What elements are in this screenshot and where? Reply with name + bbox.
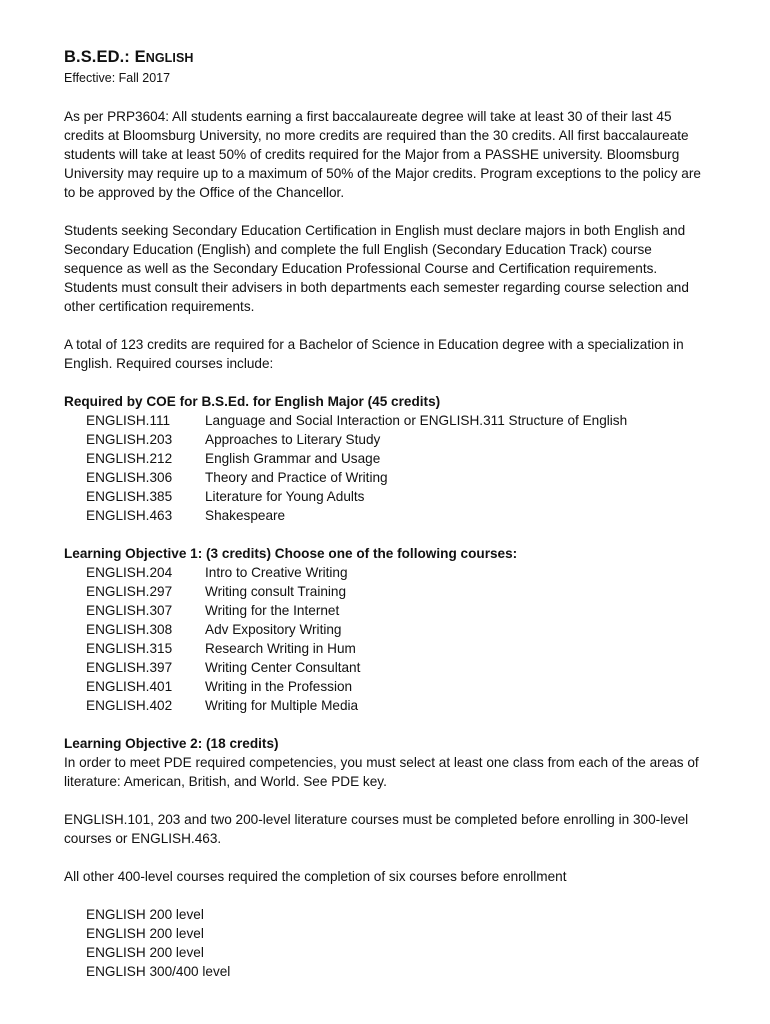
course-row — [64, 487, 714, 506]
course-row — [64, 582, 714, 601]
objective1-heading: Learning Objective 1: (3 credits) Choose one of the following courses: — [64, 546, 518, 561]
document-page — [64, 46, 714, 981]
course-row — [64, 696, 714, 715]
total-credits-paragraph: A total of 123 credits are required for a Bachelor of Science in Education degree with a specialization in English. Required courses include: — [64, 337, 684, 371]
course-name: English Grammar and Usage — [205, 451, 381, 466]
course-row — [64, 658, 714, 677]
course-code: ENGLISH.111 — [86, 413, 171, 428]
pde-paragraph: In order to meet PDE required competencies, you must select at least one class from each of the areas of literature: American, British, and World. See PDE key. — [64, 755, 699, 789]
course-row — [64, 639, 714, 658]
course-name: Writing consult Training — [205, 584, 347, 599]
policy-paragraph: As per PRP3604: All students earning a first baccalaureate degree will take at least 30 of their last 45 credits at Bloomsburg University, no more credits are required than the 30 credits. All first baccalaureate students will take at least 50% of credits required for the Major from a PASSHE university. Bloomsburg University may require up to a maximum of 50% of the Major credits. Program exceptions to the policy are to be approved by the Office of the Chancellor. — [64, 109, 701, 200]
course-row — [64, 468, 714, 487]
required-course-list — [64, 411, 714, 525]
course-name: Writing for Multiple Media — [205, 698, 359, 713]
course-row — [64, 601, 714, 620]
course-code: ENGLISH.463 — [86, 508, 173, 523]
page-title — [64, 46, 714, 69]
course-row — [64, 677, 714, 696]
course-code: ENGLISH.385 — [86, 489, 173, 504]
title-smallcaps: NGLISH — [145, 51, 194, 65]
certification-paragraph: Students seeking Secondary Education Certification in English must declare majors in both English and Secondary Education (English) and complete the full English (Secondary Education Track) course sequence as well as the Secondary Education Professional Course and Certification requirements. Students must consult their advisers in both departments each semester regarding course selection and other certification requirements. — [64, 223, 689, 314]
objective1-course-list — [64, 563, 714, 715]
title-main: B.S.ED.: E — [64, 48, 146, 66]
course-code: ENGLISH.306 — [86, 470, 173, 485]
level-item: ENGLISH 200 level — [86, 945, 204, 960]
course-code: ENGLISH.297 — [86, 584, 173, 599]
course-name: Research Writing in Hum — [205, 641, 356, 656]
course-name: Literature for Young Adults — [205, 489, 365, 504]
course-code: ENGLISH.401 — [86, 679, 173, 694]
course-name: Theory and Practice of Writing — [205, 470, 388, 485]
course-code: ENGLISH.203 — [86, 432, 173, 447]
course-row — [64, 430, 714, 449]
effective-date: Effective: Fall 2017 — [64, 71, 171, 85]
required-section-heading: Required by COE for B.S.Ed. for English Major (45 credits) — [64, 394, 441, 409]
course-code: ENGLISH.308 — [86, 622, 173, 637]
course-name: Writing for the Internet — [205, 603, 340, 618]
course-code: ENGLISH.315 — [86, 641, 173, 656]
course-row — [64, 563, 714, 582]
course-row — [64, 449, 714, 468]
course-name: Language and Social Interaction or ENGLISH.311 Structure of English — [205, 413, 628, 428]
level-item: ENGLISH 200 level — [86, 926, 204, 941]
course-name: Intro to Creative Writing — [205, 565, 348, 580]
course-code: ENGLISH.397 — [86, 660, 173, 675]
objective2-heading: Learning Objective 2: (18 credits) — [64, 736, 279, 751]
course-code: ENGLISH.402 — [86, 698, 173, 713]
level400-paragraph: All other 400-level courses required the completion of six courses before enrollment — [64, 869, 567, 884]
course-row — [64, 620, 714, 639]
course-name: Adv Expository Writing — [205, 622, 342, 637]
course-name: Approaches to Literary Study — [205, 432, 381, 447]
course-name: Shakespeare — [205, 508, 286, 523]
course-row — [64, 411, 714, 430]
prereq-paragraph: ENGLISH.101, 203 and two 200-level literature courses must be completed before enrolling in 300-level courses or ENGLISH.463. — [64, 812, 689, 846]
level-list — [64, 905, 714, 981]
course-code: ENGLISH.212 — [86, 451, 173, 466]
course-code: ENGLISH.307 — [86, 603, 173, 618]
level-item: ENGLISH 300/400 level — [86, 964, 231, 979]
course-name: Writing in the Profession — [205, 679, 353, 694]
level-item: ENGLISH 200 level — [86, 907, 204, 922]
course-code: ENGLISH.204 — [86, 565, 173, 580]
course-row — [64, 506, 714, 525]
course-name: Writing Center Consultant — [205, 660, 361, 675]
